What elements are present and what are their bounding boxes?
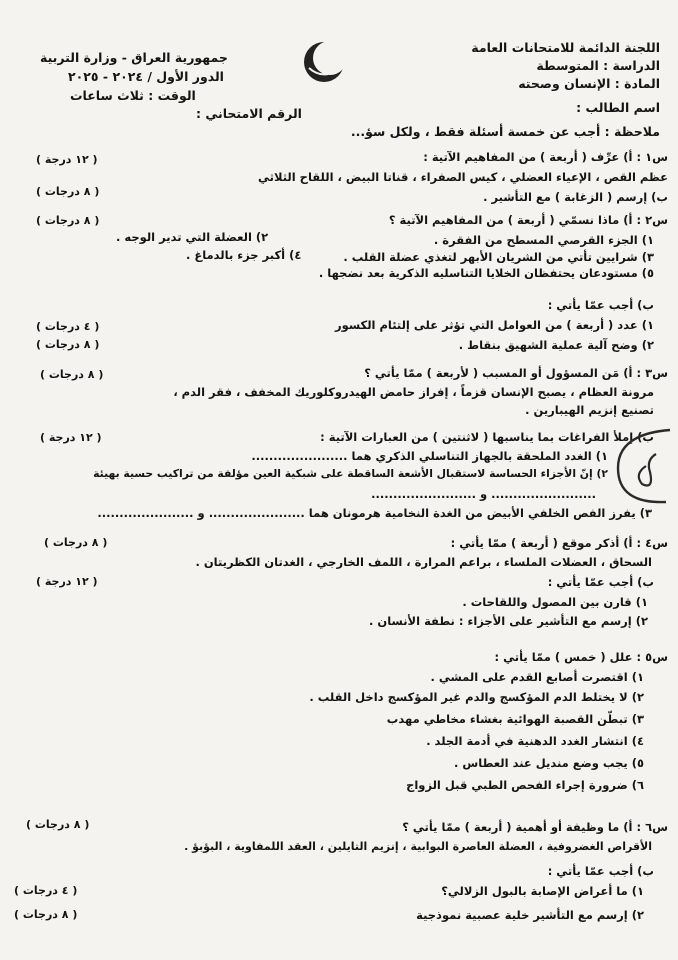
subject-name: المادة : الإنسان وصحته — [518, 76, 660, 91]
q1-a-marks: ( ١٢ درجة ) — [36, 153, 98, 166]
q5-item-5: ٥) يجب وضع منديل عند العطاس . — [454, 756, 644, 770]
q2-a-item-3: ٣) شرايين تأتي من الشريان الأبهر لتغذي عضلة القلب . — [343, 250, 654, 264]
q4-b-item-1: ١) قارن بين المصول واللقاحات . — [462, 595, 648, 609]
q4-a-items: السحاق ، العضلات الملساء ، براعم المرارة ، اللمف الخارجي ، الغدتان الكظريتان . — [195, 555, 652, 569]
q6-b-marks-2: ( ٨ درجات ) — [14, 908, 78, 921]
q5-item-1: ١) اقتصرت أصابع القدم على المشي . — [430, 670, 644, 684]
q2-a-item-4: ٤) أكبر جزء بالدماغ . — [186, 248, 302, 262]
q4-a-label: س٤ : أ) أذكر موقع ( أربعة ) ممّا يأتي : — [450, 536, 668, 550]
q4-b-item-2: ٢) إرسم مع التأشير على الأجزاء : نطفة الأنسان . — [369, 614, 648, 628]
q3-a-items-line-1: مرونة العظام ، يصبح الإنسان قزماً ، إفراز حامض الهيدروكلوريك المخفف ، فقر الدم ، — [173, 385, 654, 399]
exam-time: الوقت : ثلاث ساعات — [70, 88, 196, 103]
q5-item-6: ٦) ضرورة إجراء الفحص الطبي قبل الزواج — [406, 778, 644, 792]
q1-a-label: س١ : أ) عرِّف ( أربعة ) من المفاهيم الآتية : — [423, 150, 668, 164]
q5-item-4: ٤) انتشار الغدد الدهنية في أدمة الجلد . — [426, 734, 644, 748]
q3-b-item-2: ٢) إنّ الأجزاء الحساسة لاستقبال الأشعة الساقطة على شبكية العين مؤلفة من تراكيب حسية بهيئة — [93, 467, 608, 480]
q2-a-marks: ( ٨ درجات ) — [36, 214, 100, 227]
exam-number-label: الرقم الامتحاني : — [196, 106, 302, 121]
q6-a-marks: ( ٨ درجات ) — [26, 818, 90, 831]
q4-b-marks: ( ١٢ درجة ) — [36, 575, 98, 588]
q6-b-item-1: ١) ما أعراض الإصابة بالبول الزلالي؟ — [441, 884, 644, 898]
q3-a-items-line-2: تصنيع إنزيم الهيبارين . — [525, 403, 654, 417]
crescent-logo-icon — [300, 38, 348, 86]
q3-b-item-1: ١) الغدد الملحقة بالجهاز التناسلي الذكري هما ...................... — [251, 449, 608, 463]
q3-b-item-2-blanks: ........................ و ........................ — [371, 487, 596, 501]
q5-label: س٥ : علل ( خمس ) ممّا يأتي : — [494, 650, 668, 664]
q2-b-item-1: ١) عدد ( أربعة ) من العوامل التي تؤثر على إلتئام الكسور — [335, 318, 654, 332]
study-level: الدراسة : المتوسطة — [536, 58, 660, 73]
q3-b-item-3: ٣) يفرز الفص الخلفي الأبيض من الغدة النخامية هرمونان هما ...................... و ...................... — [97, 506, 652, 520]
q6-a-label: س٦ : أ) ما وظيفة أو أهمية ( أربعة ) ممّا يأتي ؟ — [402, 820, 668, 834]
q3-b-marks: ( ١٢ درجة ) — [40, 431, 102, 444]
q6-b-label: ب) أجب عمّا يأتي : — [547, 864, 654, 878]
committee-title: اللجنة الدائمة للامتحانات العامة — [471, 40, 660, 55]
q5-item-3: ٣) تبطّن القصبة الهوائية بغشاء مخاطي مهدب — [386, 712, 644, 726]
q6-a-items: الأقراص الغضروفية ، العضلة العاصرة البوابية ، إنزيم التايلين ، العقد اللمفاوية ، البؤبؤ . — [184, 840, 652, 853]
student-name-label: اسم الطالب : — [576, 100, 660, 115]
q2-a-label: س٢ : أ) ماذا نسمّي ( أربعة ) من المفاهيم الآتية ؟ — [388, 213, 668, 227]
q2-a-item-2: ٢) العضلة التي تدير الوجه . — [116, 230, 269, 244]
q3-a-marks: ( ٨ درجات ) — [40, 368, 104, 381]
exam-round: الدور الأول / ٢٠٢٤ - ٢٠٢٥ — [68, 69, 224, 84]
q2-a-item-1: ١) الجزء القرصي المسطح من الفقرة . — [433, 233, 654, 247]
q4-a-marks: ( ٨ درجات ) — [44, 536, 108, 549]
q3-b-label: ب) إملأ الفراغات بما يناسبها ( لاثنتين ) من العبارات الآتية : — [320, 430, 654, 444]
q2-a-item-5: ٥) مستودعان يحتفظان الخلايا التناسليه الذكرية بعد نضجها . — [318, 266, 654, 280]
q2-b-item-2: ٢) وضح آلية عملية الشهيق بنقاط . — [458, 338, 654, 352]
q6-b-marks-1: ( ٤ درجات ) — [14, 884, 78, 897]
q2-b-marks-1: ( ٤ درجات ) — [36, 320, 100, 333]
q2-b-marks-2: ( ٨ درجات ) — [36, 338, 100, 351]
q2-b-label: ب) أجب عمّا يأتي : — [547, 298, 654, 312]
ministry-title: جمهورية العراق - وزارة التربية — [40, 50, 228, 65]
q1-b-marks: ( ٨ درجات ) — [36, 185, 100, 198]
q1-b-label: ب) إرسم ( الزغابة ) مع التأشير . — [483, 190, 668, 204]
q5-item-2: ٢) لا يختلط الدم المؤكسج والدم غير المؤكسج داخل القلب . — [309, 690, 644, 704]
exam-note: ملاحظة : أجب عن خمسة أسئلة فقط ، ولكل سؤ... — [350, 124, 660, 139]
q1-a-items: عظم القص ، الإعياء العضلي ، كيس الصفراء ، قناتا البيض ، اللقاح الثلاثي — [258, 170, 668, 184]
q6-b-item-2: ٢) إرسم مع التأشير خلية عصبية نموذجية — [416, 908, 644, 922]
q3-a-label: س٣ : أ) مَن المسؤول أو المسبب ( لأربعة ) ممّا يأتي ؟ — [364, 366, 668, 380]
handwritten-circle-mark — [606, 420, 678, 510]
q4-b-label: ب) أجب عمّا يأتي : — [547, 575, 654, 589]
